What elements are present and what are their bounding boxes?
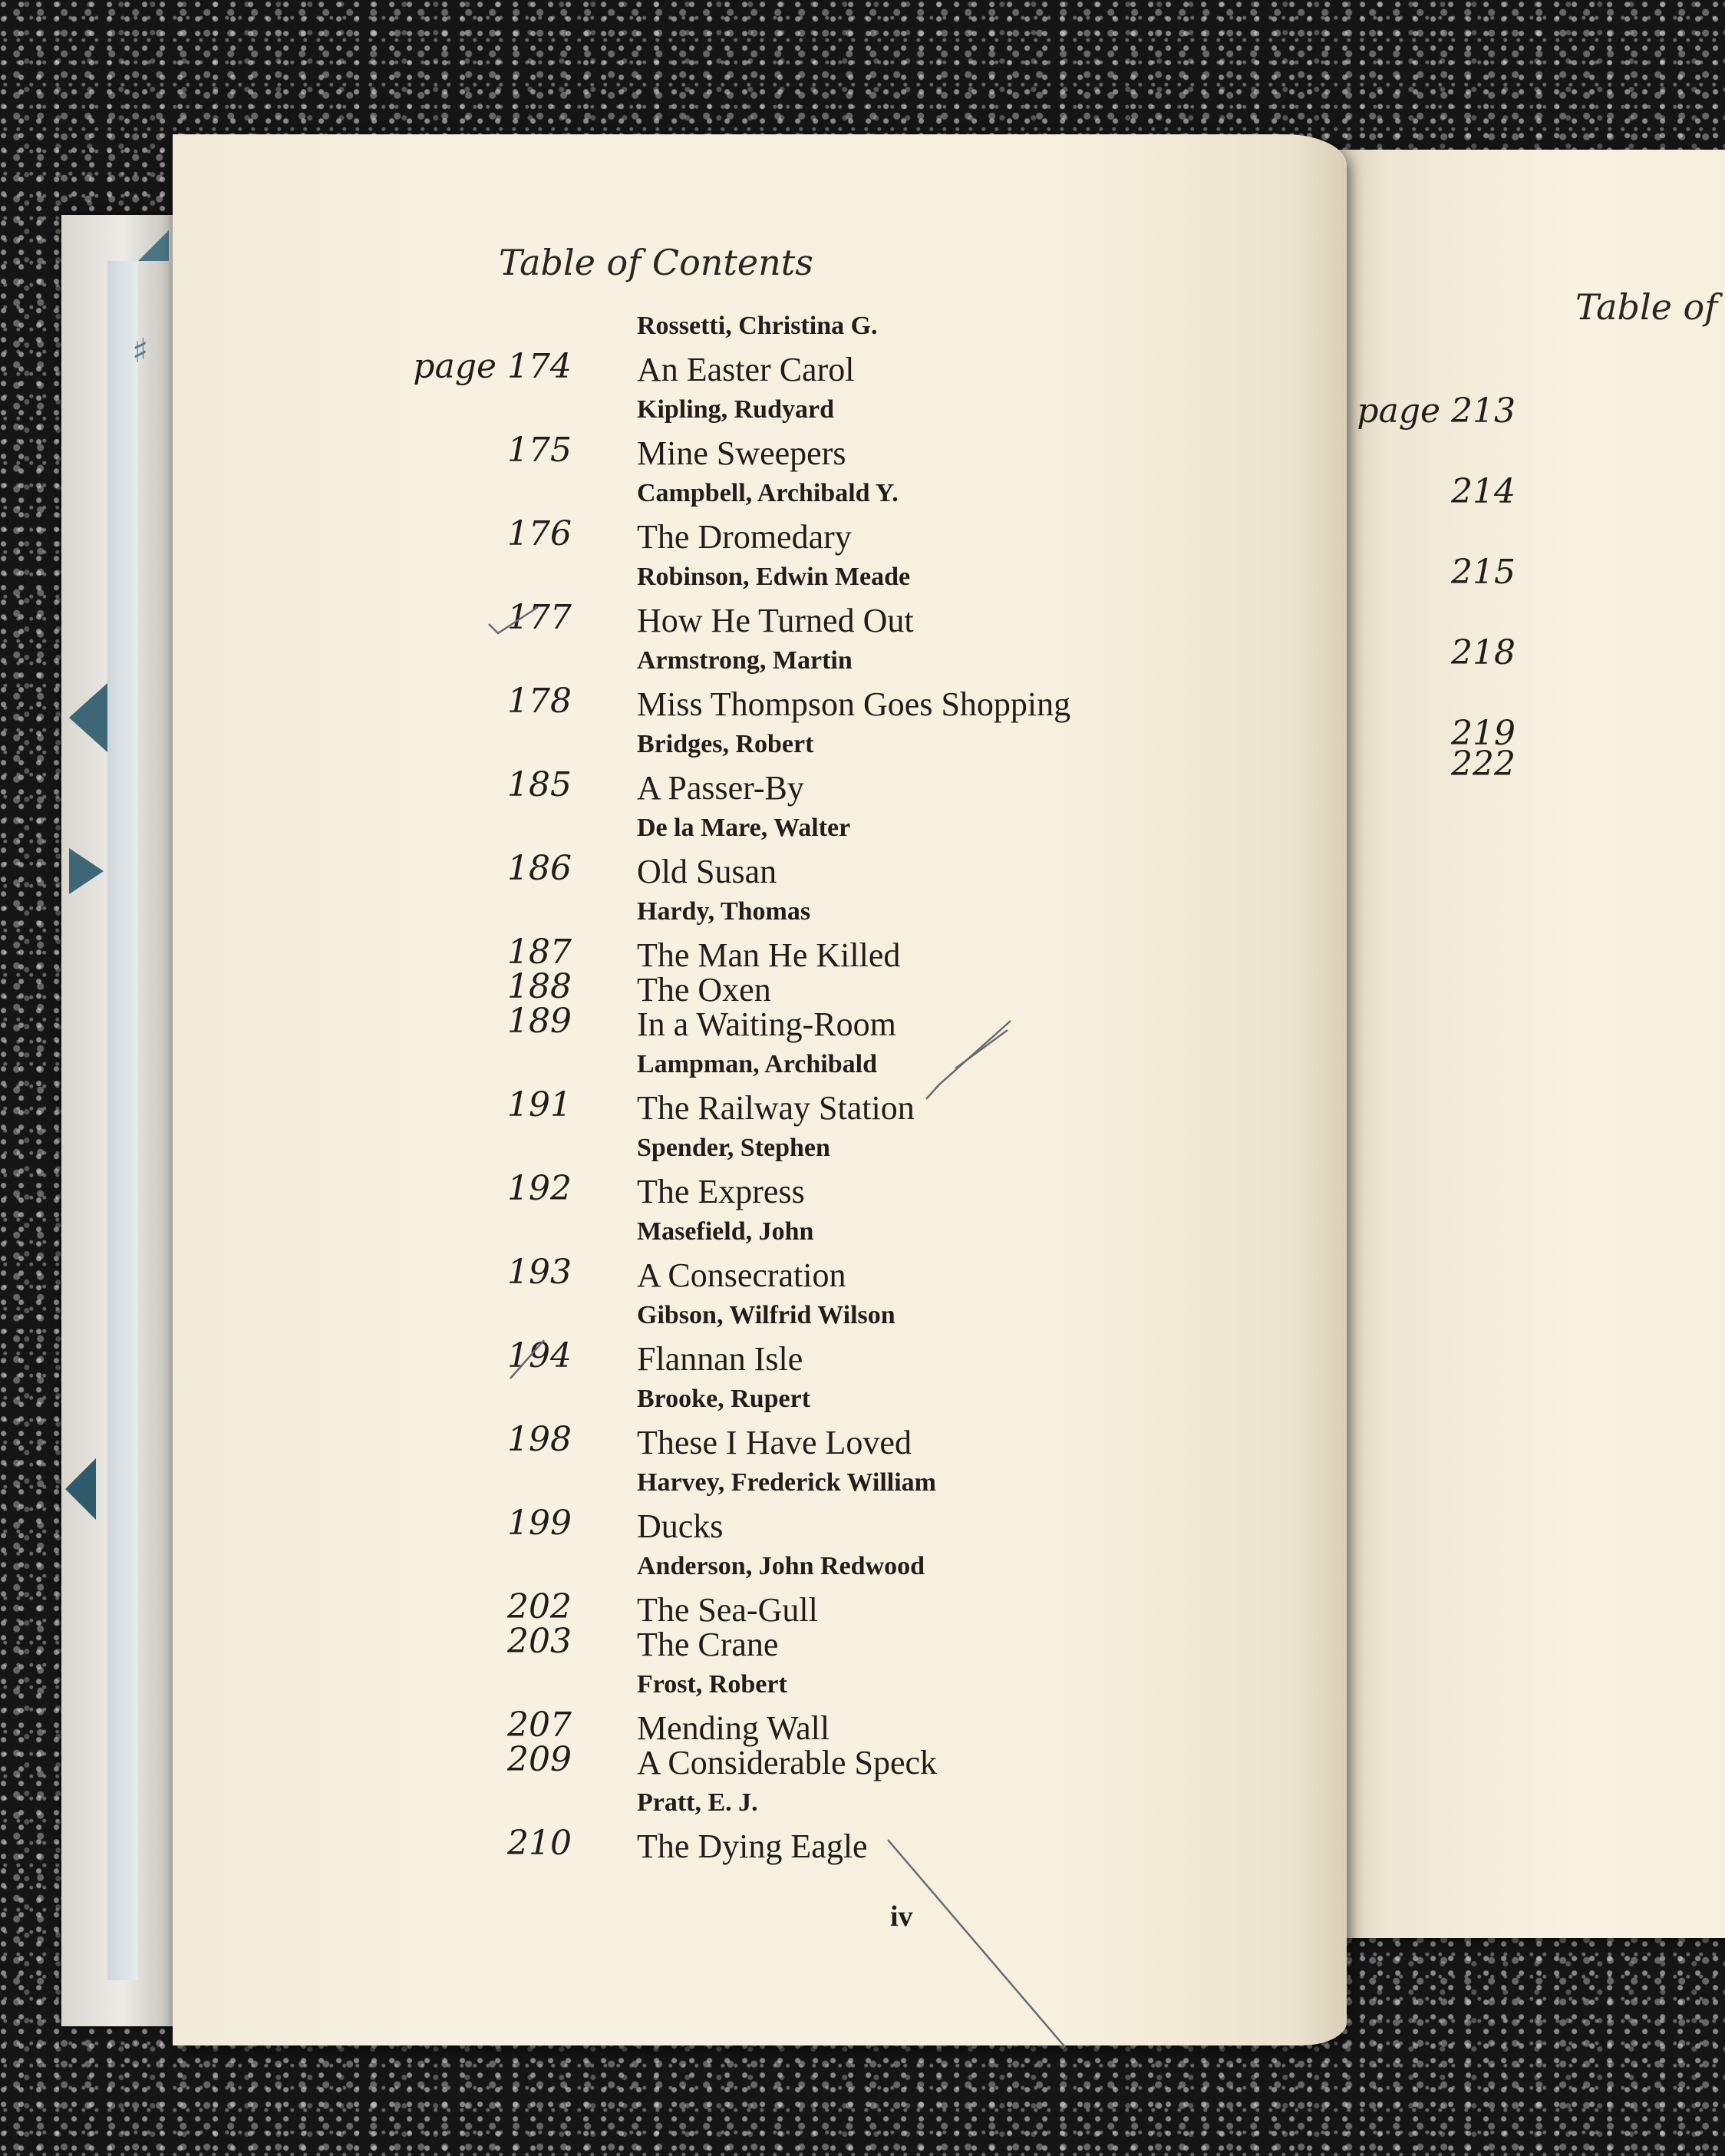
toc-entry xyxy=(173,391,1347,474)
author-name: Lampman, Archibald xyxy=(637,1050,878,1078)
pencil-line xyxy=(886,1838,1086,2045)
author-name: Gibson, Wilfrid Wilson xyxy=(637,1301,895,1329)
poem-title: An Easter Carol xyxy=(637,351,855,388)
toc-entry xyxy=(173,1045,1347,1129)
toc-entry xyxy=(173,1296,1347,1380)
page-number: 193 xyxy=(507,1253,572,1292)
poem-title: The Sea-Gull xyxy=(637,1591,818,1629)
page-number: 189 xyxy=(507,1002,572,1041)
pencil-mark: ♯ xyxy=(132,332,149,371)
cover-pattern-triangle xyxy=(69,848,104,894)
poem-title: Old Susan xyxy=(637,853,777,890)
author-name: Armstrong, Martin xyxy=(637,646,853,675)
page-number: 186 xyxy=(507,849,572,888)
right-page-number: 214 xyxy=(1451,472,1516,511)
page-number: 191 xyxy=(507,1085,572,1124)
toc-entry xyxy=(173,1666,1347,1749)
page-number: 192 xyxy=(507,1169,572,1208)
right-page-number: 215 xyxy=(1451,553,1516,592)
author-name: Kipling, Rudyard xyxy=(637,395,834,424)
poem-title: Mending Wall xyxy=(637,1709,830,1747)
page-number: 194 xyxy=(507,1336,572,1375)
poem-title: Mine Sweepers xyxy=(637,434,846,472)
right-page-heading: Table of xyxy=(1575,286,1718,328)
page-number: 188 xyxy=(507,967,572,1006)
toc-entry xyxy=(173,1380,1347,1464)
toc-entry xyxy=(173,1002,1347,1045)
right-page-number: page 213 xyxy=(1357,391,1516,431)
pencil-checkmark xyxy=(487,606,541,636)
cover-pattern-triangle xyxy=(69,683,107,752)
poem-title: Miss Thompson Goes Shopping xyxy=(637,685,1071,723)
pencil-checkmark xyxy=(925,1015,1017,1107)
poem-title: Flannan Isle xyxy=(637,1340,803,1378)
page-number: 187 xyxy=(507,933,572,972)
cover-stripe xyxy=(107,261,138,1980)
page-number: 175 xyxy=(507,431,572,470)
pencil-checkmark xyxy=(509,1339,547,1381)
toc-entry xyxy=(173,474,1347,558)
toc-entry xyxy=(173,1740,1347,1784)
poem-title: The Man He Killed xyxy=(637,936,901,974)
toc-entry xyxy=(173,809,1347,893)
cover-pattern-triangle xyxy=(138,230,169,261)
author-name: Frost, Robert xyxy=(637,1670,787,1699)
toc-entry xyxy=(173,558,1347,642)
author-name: Brooke, Rupert xyxy=(637,1385,811,1413)
author-name: Harvey, Frederick William xyxy=(637,1468,937,1497)
toc-entry xyxy=(173,642,1347,725)
page-folio: iv xyxy=(890,1900,913,1933)
page-number: 203 xyxy=(507,1622,572,1661)
toc-entry xyxy=(173,725,1347,809)
poem-title: The Crane xyxy=(637,1626,779,1663)
author-name: De la Mare, Walter xyxy=(637,814,851,842)
poem-title: In a Waiting-Room xyxy=(637,1005,896,1043)
page-number: 207 xyxy=(507,1705,572,1745)
page-number: 177 xyxy=(507,598,572,637)
author-name: Rossetti, Christina G. xyxy=(637,312,878,340)
author-name: Spender, Stephen xyxy=(637,1134,830,1162)
author-name: Hardy, Thomas xyxy=(637,897,811,926)
toc-entry xyxy=(173,1622,1347,1666)
cover-pattern-triangle xyxy=(65,1458,96,1520)
page-number: page 174 xyxy=(413,347,572,386)
page-number: 178 xyxy=(507,682,572,721)
toc-entry xyxy=(173,307,1347,391)
right-page-number: 219 xyxy=(1451,714,1516,753)
right-page-number: 218 xyxy=(1451,633,1516,672)
poem-title: How He Turned Out xyxy=(637,602,914,639)
author-name: Robinson, Edwin Meade xyxy=(637,563,911,591)
author-name: Pratt, E. J. xyxy=(637,1788,758,1817)
poem-title: The Railway Station xyxy=(637,1089,915,1127)
toc-entry xyxy=(173,1784,1347,1867)
right-page-number: 222 xyxy=(1451,745,1516,784)
poem-title: The Oxen xyxy=(637,971,771,1009)
page-number: 210 xyxy=(507,1824,572,1863)
author-name: Anderson, John Redwood xyxy=(637,1552,925,1580)
poem-title: A Passer-By xyxy=(637,769,804,807)
page-number: 209 xyxy=(507,1740,572,1779)
poem-title: A Consecration xyxy=(637,1256,846,1294)
author-name: Bridges, Robert xyxy=(637,730,814,758)
poem-title: The Express xyxy=(637,1173,805,1210)
page-number: 202 xyxy=(507,1587,572,1626)
left-page xyxy=(173,134,1347,2045)
toc-entry xyxy=(173,1129,1347,1213)
poem-title: The Dromedary xyxy=(637,518,852,556)
poem-title: A Considerable Speck xyxy=(637,1744,938,1781)
author-name: Masefield, John xyxy=(637,1217,814,1246)
poem-title: These I Have Loved xyxy=(637,1424,912,1461)
page-number: 176 xyxy=(507,514,572,553)
poem-title: The Dying Eagle xyxy=(637,1827,868,1865)
page-number: 199 xyxy=(507,1504,572,1543)
page-number: 185 xyxy=(507,765,572,804)
page-number: 198 xyxy=(507,1420,572,1459)
poem-title: Ducks xyxy=(637,1507,724,1545)
page-heading: Table of Contents xyxy=(499,242,813,283)
toc-entry xyxy=(173,893,1347,976)
table-of-contents xyxy=(173,307,1347,1867)
toc-entry xyxy=(173,1547,1347,1631)
right-page xyxy=(1339,150,1725,1938)
author-name: Campbell, Archibald Y. xyxy=(637,479,899,507)
toc-entry xyxy=(173,1464,1347,1547)
toc-entry xyxy=(173,1213,1347,1296)
